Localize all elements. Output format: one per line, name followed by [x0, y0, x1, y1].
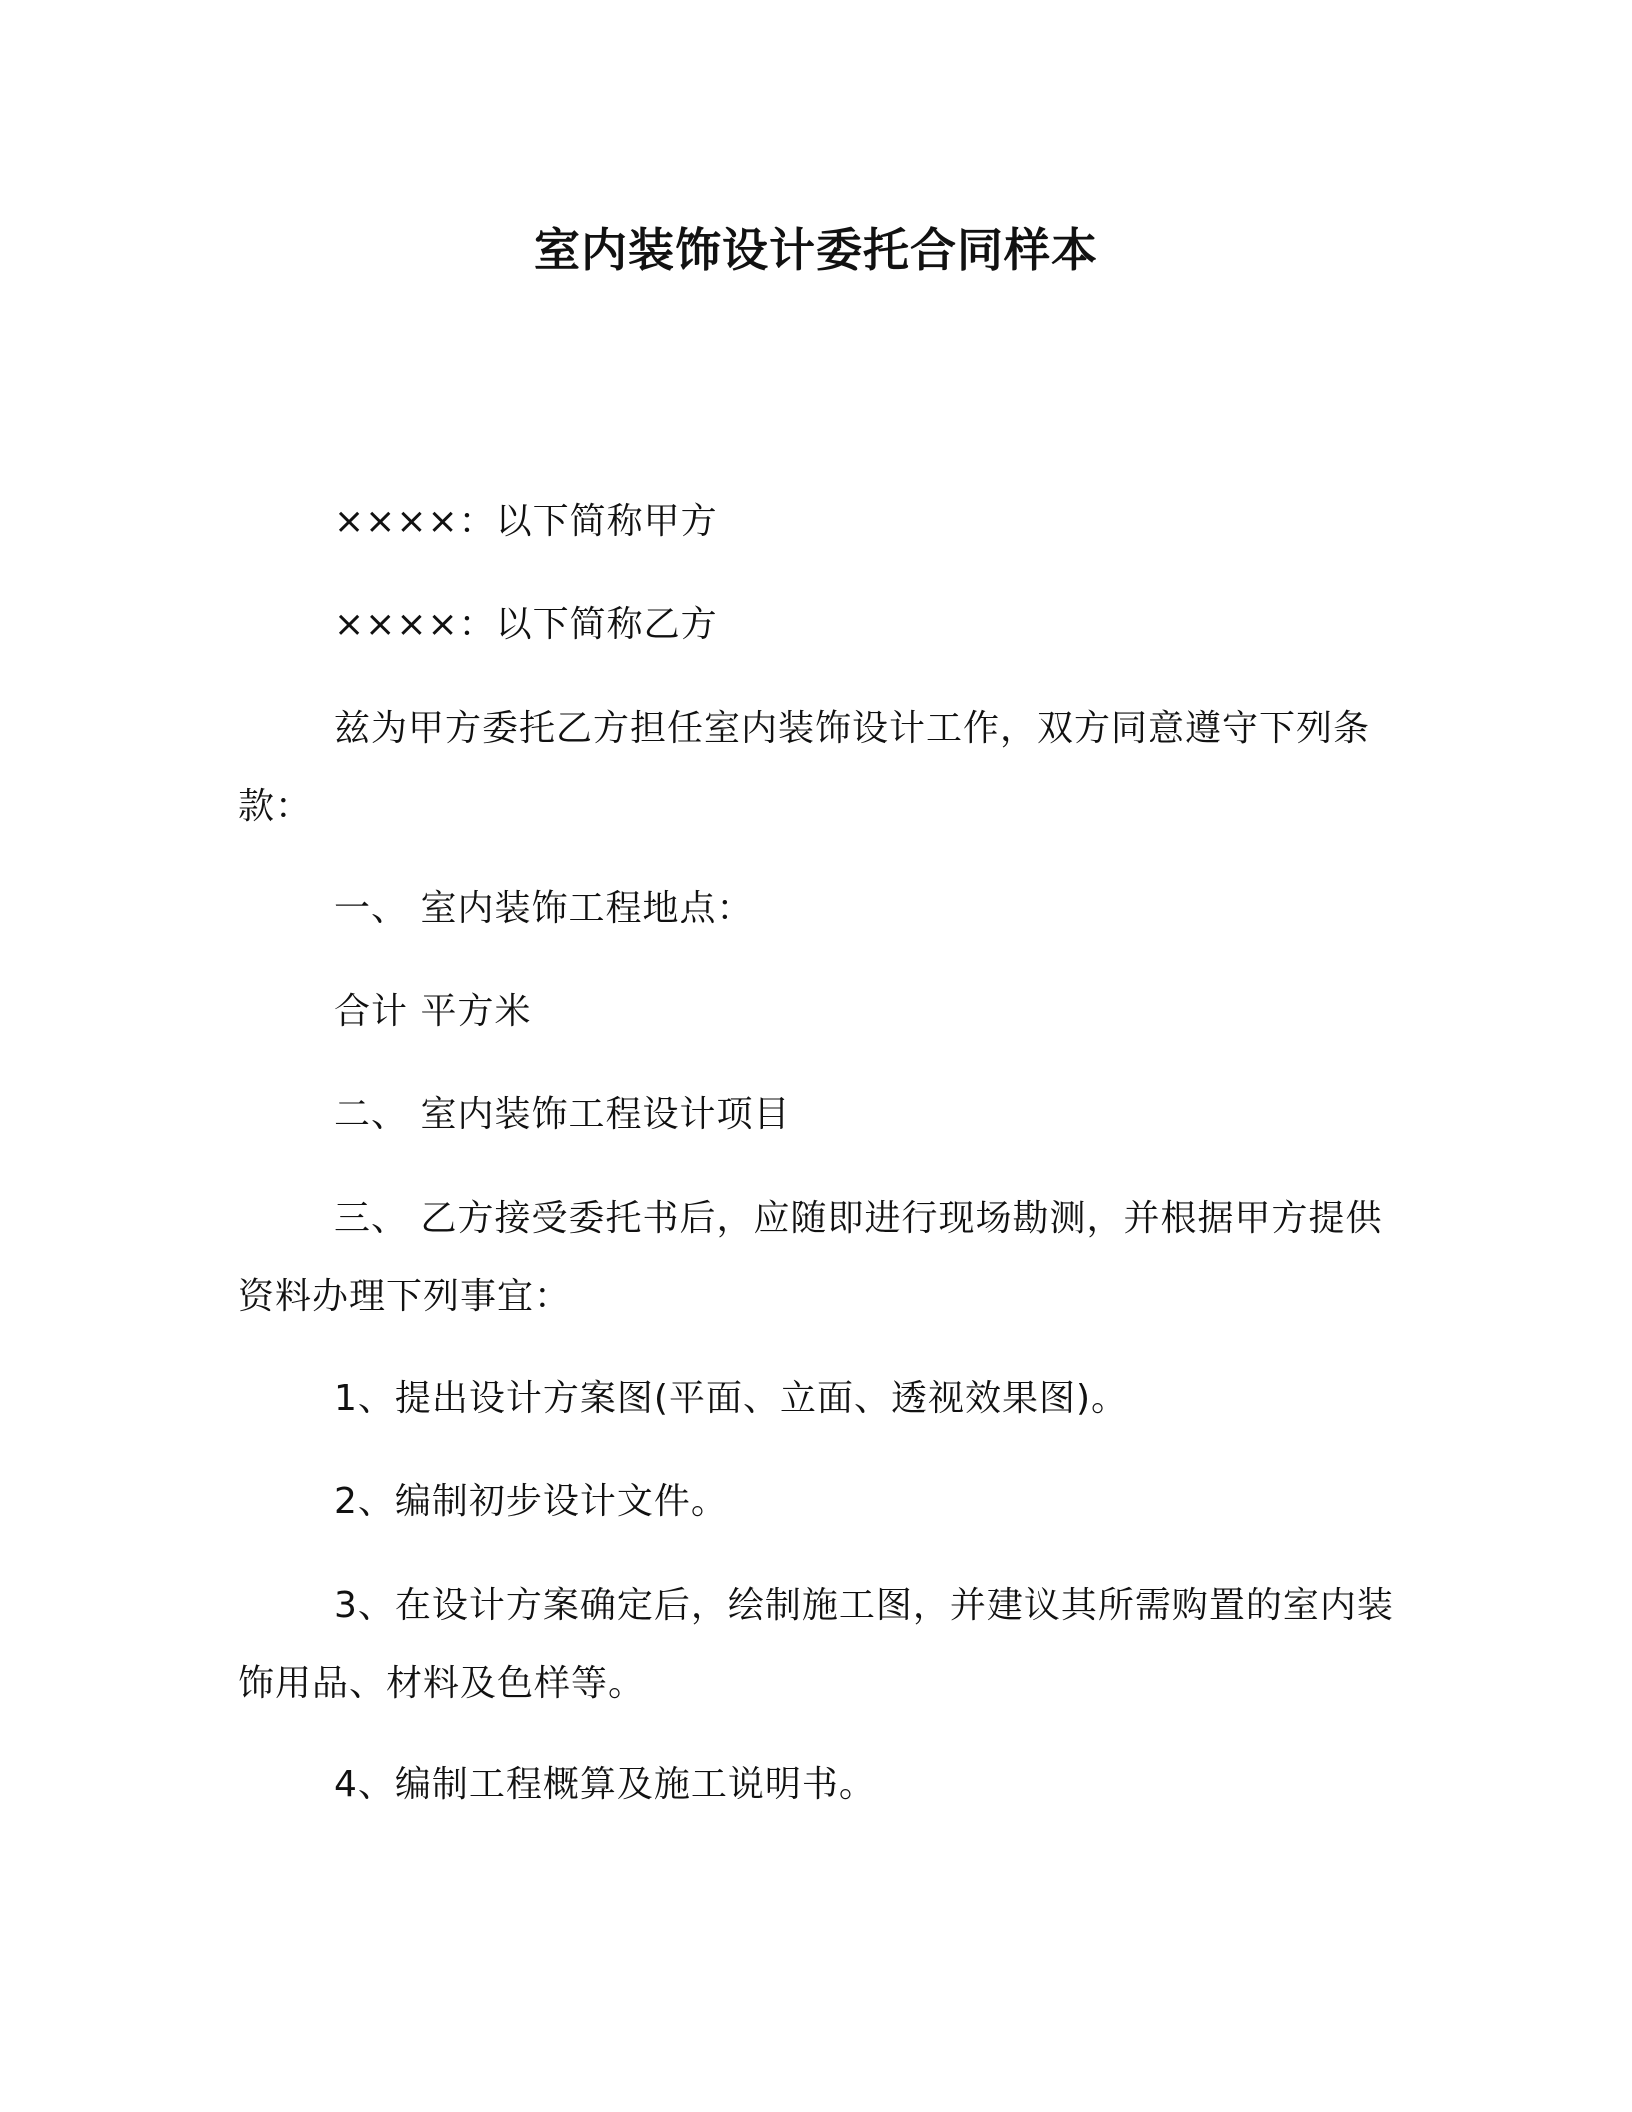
document-title: 室内装饰设计委托合同样本 — [534, 223, 1098, 277]
total-area-line: 合计 平方米 — [334, 991, 532, 1032]
party-a-line: ××××：以下简称甲方 — [334, 501, 718, 542]
list-item-4: 4、编制工程概算及施工说明书。 — [334, 1764, 876, 1805]
list-item-3: 3、在设计方案确定后，绘制施工图，并建议其所需购置的室内装饰用品、材料及色样等。 — [238, 1585, 1394, 1704]
party-b-line: ××××：以下简称乙方 — [334, 604, 718, 645]
list-item-2: 2、编制初步设计文件。 — [334, 1481, 728, 1522]
clause-1-heading: 一、 室内装饰工程地点： — [334, 888, 754, 929]
clause-3-paragraph: 三、 乙方接受委托书后，应随即进行现场勘测，并根据甲方提供资料办理下列事宜： — [238, 1198, 1383, 1317]
preamble-paragraph: 兹为甲方委托乙方担任室内装饰设计工作，双方同意遵守下列条款： — [238, 708, 1371, 827]
clause-2-heading: 二、 室内装饰工程设计项目 — [334, 1094, 791, 1135]
list-item-1: 1、提出设计方案图(平面、立面、透视效果图)。 — [334, 1378, 1128, 1419]
